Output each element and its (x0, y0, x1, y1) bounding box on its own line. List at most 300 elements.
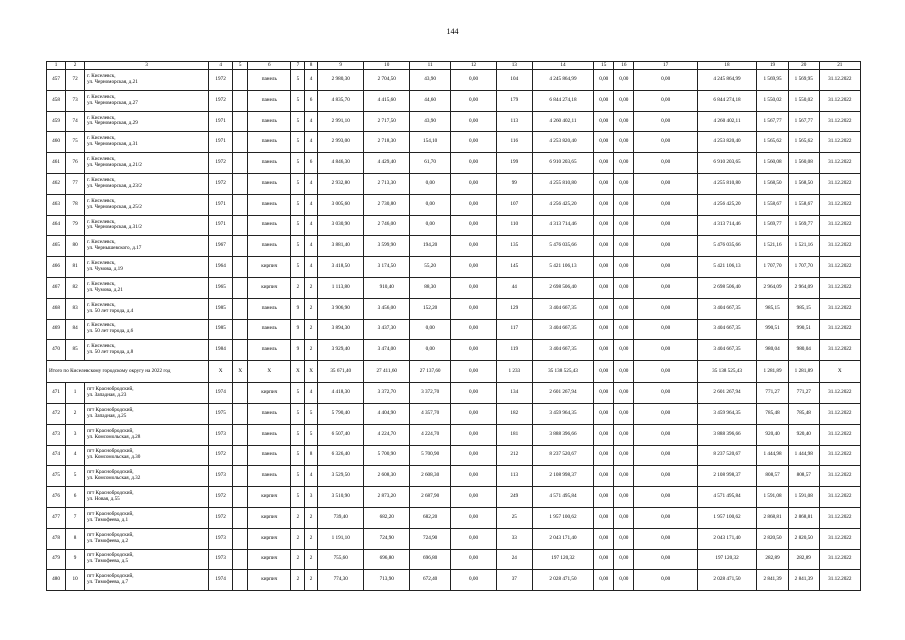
table-row (47, 298, 861, 319)
table-row (47, 570, 861, 591)
total-row (47, 361, 861, 383)
table-cell: 478 (47, 528, 66, 549)
table-cell: 5 476 035,66 (532, 236, 593, 257)
table-cell: 4 253 820,40 (532, 132, 593, 153)
address-cell: пгт Краснобродский, ул. Тимофеева, д.5 (85, 549, 209, 570)
table-cell: 0,00 (614, 507, 634, 528)
table-cell: 119 (496, 340, 532, 361)
table-cell: 4 255 810,80 (532, 173, 593, 194)
table-cell: панель (248, 319, 291, 340)
table-cell: 0,00 (594, 173, 614, 194)
table-cell: 5 (291, 383, 305, 404)
table-cell: 3 529,50 (317, 466, 364, 487)
table-cell: 0,00 (614, 445, 634, 466)
table-cell: 117 (496, 319, 532, 340)
total-cell: 1 281,89 (757, 361, 789, 383)
table-cell: 0,00 (634, 236, 698, 257)
address-cell: г. Киселевск, ул. 50 лет города, д.6 (85, 319, 209, 340)
table-cell: 0,00 (451, 383, 497, 404)
table-cell (233, 298, 248, 319)
table-cell: 2 (305, 570, 318, 591)
table-cell: 1974 (208, 383, 232, 404)
table-row (47, 466, 861, 487)
table-cell: 5 476 035,66 (697, 236, 756, 257)
table-cell: 4 255 810,80 (697, 173, 756, 194)
table-cell: 1967 (208, 236, 232, 257)
table-body (47, 70, 861, 591)
table-cell: 980,04 (757, 340, 789, 361)
table-row (47, 445, 861, 466)
table-cell: 55,20 (410, 257, 451, 278)
table-cell: 4 415,60 (364, 90, 410, 111)
address-cell: пгт Краснобродский, ул. Тимофеева, д.2 (85, 528, 209, 549)
table-cell: 461 (47, 153, 66, 174)
table-cell: 0,00 (594, 403, 614, 424)
table-cell: 2 028 471,50 (697, 570, 756, 591)
table-cell: 0,00 (594, 132, 614, 153)
table-cell: 6 910 203,65 (532, 153, 593, 174)
table-cell: 4 846,30 (317, 153, 364, 174)
table-cell: 6 (305, 153, 318, 174)
address-cell: пгт Краснобродский, ул. Тимофеева, д.7 (85, 570, 209, 591)
table-cell: 4 256 425,20 (532, 194, 593, 215)
table-cell: 197 120,32 (697, 549, 756, 570)
table-cell: 0,00 (614, 153, 634, 174)
table-cell: 5 421 106,13 (532, 257, 593, 278)
table-cell: 0,00 (451, 215, 497, 236)
table-cell: 2 601 267,94 (697, 383, 756, 404)
table-row (47, 70, 861, 91)
table-cell: 0,00 (451, 173, 497, 194)
table-cell: 0,00 (614, 298, 634, 319)
table-cell: 1 444,98 (757, 445, 789, 466)
table-cell: 1 591,08 (757, 487, 789, 508)
table-cell: 3 404 667,35 (697, 319, 756, 340)
table-cell: 1 591,08 (788, 487, 819, 508)
table-cell: 0,00 (614, 70, 634, 91)
total-cell: Х (305, 361, 318, 383)
column-number: 16 (614, 62, 634, 70)
table-cell: 0,00 (634, 549, 698, 570)
table-cell: 4 313 714,46 (697, 215, 756, 236)
table-cell: 0,00 (634, 487, 698, 508)
table-cell (233, 403, 248, 424)
table-cell: 5 (291, 111, 305, 132)
table-cell: 1 558,67 (788, 194, 819, 215)
table-cell: 0,00 (451, 153, 497, 174)
table-cell: 0,00 (594, 340, 614, 361)
table-cell: 4 245 864,99 (697, 70, 756, 91)
table-cell: 1 521,16 (757, 236, 789, 257)
table-cell (233, 215, 248, 236)
table-cell: 1974 (208, 570, 232, 591)
table-cell: 6 326,40 (317, 445, 364, 466)
table-cell: 3 030,90 (317, 215, 364, 236)
table-cell: 3 459 964,35 (697, 403, 756, 424)
table-cell: 1972 (208, 445, 232, 466)
table-cell: 2 601 267,94 (532, 383, 593, 404)
table-cell: 3 510,90 (317, 487, 364, 508)
table-cell: 3 404 667,35 (697, 340, 756, 361)
table-cell: 0,00 (614, 257, 634, 278)
table-cell: 7 (66, 507, 85, 528)
table-cell: 5 (291, 424, 305, 445)
table-cell: 0,00 (614, 383, 634, 404)
table-cell (233, 445, 248, 466)
table-cell: 0,00 (634, 445, 698, 466)
total-cell: 35 138 525,43 (532, 361, 593, 383)
column-number: 1 (47, 62, 66, 70)
total-cell: 0,00 (594, 361, 614, 383)
table-cell: 1 957 100,62 (532, 507, 593, 528)
table-cell: 0,00 (451, 132, 497, 153)
table-cell: 9 (291, 319, 305, 340)
table-cell: 4 224,70 (410, 424, 451, 445)
table-cell: 1 567,77 (788, 111, 819, 132)
total-cell: Х (291, 361, 305, 383)
address-cell: г. Киселевск, ул. Черноморская, д.27 (85, 90, 209, 111)
table-cell: 4 571 495,84 (532, 487, 593, 508)
table-cell: 2 043 171,40 (697, 528, 756, 549)
table-cell: 129 (496, 298, 532, 319)
table-cell: 6 507,40 (317, 424, 364, 445)
table-cell: 8 (305, 445, 318, 466)
table-cell: 1 568,50 (757, 173, 789, 194)
table-cell: 2 608,30 (364, 466, 410, 487)
address-cell: пгт Краснобродский, ул. Комсомольская, д.30 (85, 445, 209, 466)
table-cell: 249 (496, 487, 532, 508)
column-number: 9 (317, 62, 364, 70)
table-cell: 0,00 (634, 132, 698, 153)
table-cell: 0,00 (594, 298, 614, 319)
table-cell: 9 (66, 549, 85, 570)
table-cell: 0,00 (614, 466, 634, 487)
table-cell: 1 (66, 383, 85, 404)
table-cell: 6 (66, 487, 85, 508)
table-cell (233, 549, 248, 570)
table-cell: 0,00 (634, 403, 698, 424)
address-cell: пгт Краснобродский, ул. Западная, д.23 (85, 383, 209, 404)
table-cell: кирпич (248, 549, 291, 570)
table-cell: 31.12.2022 (819, 570, 860, 591)
table-row (47, 549, 861, 570)
table-cell: 1972 (208, 487, 232, 508)
table-cell: кирпич (248, 383, 291, 404)
table-cell: 1 560,08 (757, 153, 789, 174)
table-cell: 31.12.2022 (819, 340, 860, 361)
table-cell: 1985 (208, 319, 232, 340)
table-row (47, 403, 861, 424)
table-cell: 31.12.2022 (819, 549, 860, 570)
total-cell: 0,00 (614, 361, 634, 383)
column-number: 8 (305, 62, 318, 70)
table-cell: 0,00 (451, 549, 497, 570)
table-cell: 31.12.2022 (819, 445, 860, 466)
table-cell: 0,00 (451, 111, 497, 132)
table-row (47, 487, 861, 508)
table-cell: 476 (47, 487, 66, 508)
table-cell: 0,00 (594, 111, 614, 132)
table-cell: 0,00 (614, 570, 634, 591)
table-cell: 1975 (208, 403, 232, 424)
table-cell: 2 028 471,50 (532, 570, 593, 591)
table-cell: 0,00 (634, 173, 698, 194)
table-cell: 0,00 (410, 173, 451, 194)
table-cell: 0,00 (614, 173, 634, 194)
table-cell: 1971 (208, 132, 232, 153)
table-cell: 724,90 (364, 528, 410, 549)
table-cell (233, 236, 248, 257)
table-cell: 5 (305, 424, 318, 445)
table-cell: 3 599,90 (364, 236, 410, 257)
table-cell: 82 (66, 277, 85, 298)
table-cell: панель (248, 298, 291, 319)
table-cell: 0,00 (451, 70, 497, 91)
table-cell: 31.12.2022 (819, 507, 860, 528)
table-cell: 6 844 274,18 (697, 90, 756, 111)
address-cell: г. Киселевск, ул. Чернышевского, д.17 (85, 236, 209, 257)
table-cell: панель (248, 111, 291, 132)
table-cell: 0,00 (614, 215, 634, 236)
table-cell: 0,00 (451, 236, 497, 257)
address-cell: г. Киселевск, ул. 50 лет города, д.8 (85, 340, 209, 361)
table-cell: 5 (291, 236, 305, 257)
table-cell: 5 (291, 173, 305, 194)
table-cell: 0,00 (410, 194, 451, 215)
table-cell: 31.12.2022 (819, 319, 860, 340)
total-cell: 1 233 (496, 361, 532, 383)
table-row (47, 111, 861, 132)
table-cell: 31.12.2022 (819, 90, 860, 111)
table-cell: 0,00 (634, 298, 698, 319)
table-cell: 0,00 (634, 507, 698, 528)
table-row (47, 507, 861, 528)
table-cell: панель (248, 445, 291, 466)
table-cell: 2 873,20 (364, 487, 410, 508)
table-cell: 5 700,90 (364, 445, 410, 466)
table-cell: 1971 (208, 215, 232, 236)
table-cell: 5 (291, 215, 305, 236)
table-cell: 2 (291, 528, 305, 549)
table-cell: 282,89 (788, 549, 819, 570)
table-cell: панель (248, 90, 291, 111)
table-cell: 1 568,50 (788, 173, 819, 194)
table-cell: 31.12.2022 (819, 236, 860, 257)
table-cell: 0,00 (614, 236, 634, 257)
total-cell: 0,00 (634, 361, 698, 383)
table-cell: 0,00 (614, 277, 634, 298)
table-cell: панель (248, 153, 291, 174)
table-cell: 0,00 (594, 194, 614, 215)
column-number: 11 (410, 62, 451, 70)
table-cell: 0,00 (614, 90, 634, 111)
table-cell: 0,00 (594, 528, 614, 549)
total-cell: 0,00 (451, 361, 497, 383)
table-cell: панель (248, 403, 291, 424)
table-cell (233, 173, 248, 194)
table-cell (233, 340, 248, 361)
table-cell: 4 (305, 111, 318, 132)
table-cell: 4 (305, 236, 318, 257)
table-cell: 985,15 (788, 298, 819, 319)
table-cell: 107 (496, 194, 532, 215)
table-cell: 8 (66, 528, 85, 549)
table-cell: 2 (291, 277, 305, 298)
column-number: 10 (364, 62, 410, 70)
table-cell: 212 (496, 445, 532, 466)
table-cell: 0,00 (614, 424, 634, 445)
table-cell: 1971 (208, 194, 232, 215)
table-cell: кирпич (248, 277, 291, 298)
table-cell: 4 (305, 70, 318, 91)
table-cell: 154,10 (410, 132, 451, 153)
table-cell: 3 418,50 (317, 257, 364, 278)
table-cell: 44 (496, 277, 532, 298)
table-cell: 4 418,30 (317, 383, 364, 404)
table-cell: 0,00 (594, 236, 614, 257)
table-cell: 9 (291, 340, 305, 361)
page-number: 144 (446, 27, 459, 36)
table-cell: 0,00 (634, 70, 698, 91)
table-cell: 3 372,70 (364, 383, 410, 404)
table-cell: 0,00 (614, 403, 634, 424)
table-cell: 808,57 (788, 466, 819, 487)
table-cell: 462 (47, 173, 66, 194)
column-number: 14 (532, 62, 593, 70)
table-cell: 31.12.2022 (819, 277, 860, 298)
column-number: 17 (634, 62, 698, 70)
table-cell: 0,00 (594, 445, 614, 466)
table-cell: 84 (66, 319, 85, 340)
table-cell: 774,30 (317, 570, 364, 591)
table-cell: 0,00 (614, 528, 634, 549)
table-cell: 5 (291, 132, 305, 153)
table-row (47, 257, 861, 278)
table-cell: 0,00 (634, 153, 698, 174)
housing-register-table (46, 61, 861, 591)
table-cell: 3 459 964,35 (532, 403, 593, 424)
table-cell: 2 868,81 (757, 507, 789, 528)
table-cell: 5 (291, 403, 305, 424)
table-cell: 2 (305, 319, 318, 340)
table-cell: 6 910 203,65 (697, 153, 756, 174)
table-row (47, 383, 861, 404)
table-cell: 2 993,00 (317, 132, 364, 153)
table-cell: 31.12.2022 (819, 215, 860, 236)
table-cell: 74 (66, 111, 85, 132)
table-cell: 73 (66, 90, 85, 111)
table-cell: 182 (496, 403, 532, 424)
column-number-row (47, 62, 861, 70)
table-cell: 980,04 (788, 340, 819, 361)
table-cell: 4 260 402,11 (697, 111, 756, 132)
table-cell (233, 153, 248, 174)
table-cell: 31.12.2022 (819, 403, 860, 424)
column-number: 18 (697, 62, 756, 70)
table-cell: 0,00 (594, 507, 614, 528)
table-cell: 2 687,90 (410, 487, 451, 508)
table-cell: 2 (66, 403, 85, 424)
table-cell: 0,00 (594, 487, 614, 508)
address-cell: пгт Краснобродский, ул. Комсомольская, д.32 (85, 466, 209, 487)
table-cell: 31.12.2022 (819, 153, 860, 174)
table-cell: 465 (47, 236, 66, 257)
table-cell: 469 (47, 319, 66, 340)
table-cell: 1973 (208, 424, 232, 445)
table-cell: 1965 (208, 277, 232, 298)
table-cell: 2 841,39 (757, 570, 789, 591)
column-number: 15 (594, 62, 614, 70)
table-cell: 0,00 (614, 340, 634, 361)
table-cell: 3 404 667,35 (532, 298, 593, 319)
table-cell: 682,20 (410, 507, 451, 528)
table-cell: 0,00 (634, 340, 698, 361)
table-cell: 2 (305, 528, 318, 549)
table-cell: 5 (291, 466, 305, 487)
table-cell: 5 700,90 (410, 445, 451, 466)
table-cell: 3 881,40 (317, 236, 364, 257)
table-cell: 0,00 (594, 570, 614, 591)
table-cell (233, 257, 248, 278)
table-cell: 1 567,77 (757, 111, 789, 132)
table-cell: 0,00 (634, 570, 698, 591)
table-cell: 80 (66, 236, 85, 257)
table-cell: 31.12.2022 (819, 528, 860, 549)
table-cell: 78 (66, 194, 85, 215)
table-cell: 990,51 (788, 319, 819, 340)
table-cell: 0,00 (451, 319, 497, 340)
table-cell: 2 (305, 277, 318, 298)
total-cell: 1 281,89 (788, 361, 819, 383)
table-row (47, 528, 861, 549)
table-cell: 472 (47, 403, 66, 424)
table-cell: 4 (305, 383, 318, 404)
column-number: 2 (66, 62, 85, 70)
table-cell: 1 707,70 (788, 257, 819, 278)
table-cell: 4 (305, 466, 318, 487)
table-cell (233, 277, 248, 298)
table-cell: 696,80 (410, 549, 451, 570)
total-cell: Х (248, 361, 291, 383)
table-cell (233, 70, 248, 91)
address-cell: г. Киселевск, ул. Черноморская, д.31/2 (85, 215, 209, 236)
table-cell: 1 113,80 (317, 277, 364, 298)
table-cell: 3 (305, 487, 318, 508)
table-cell: 471 (47, 383, 66, 404)
table-cell: 2 (305, 549, 318, 570)
table-cell: 8 237 520,67 (532, 445, 593, 466)
table-cell: 0,00 (451, 298, 497, 319)
table-cell: 31.12.2022 (819, 70, 860, 91)
table-cell: 2 746,00 (364, 215, 410, 236)
table-cell: 0,00 (594, 153, 614, 174)
table-cell: 5 (291, 90, 305, 111)
table-cell: 152,20 (410, 298, 451, 319)
table-cell: 43,90 (410, 111, 451, 132)
table-cell: 2 608,30 (410, 466, 451, 487)
table-cell: 0,00 (451, 277, 497, 298)
address-cell: г. Киселевск, ул. Чумова, д.21 (85, 277, 209, 298)
column-number: 7 (291, 62, 305, 70)
table-cell: 1972 (208, 90, 232, 111)
address-cell: г. Киселевск, ул. 50 лет города, д.4 (85, 298, 209, 319)
table-cell: 0,00 (451, 257, 497, 278)
table-cell: 81 (66, 257, 85, 278)
table-cell: 3 888 396,66 (532, 424, 593, 445)
table-cell: 785,48 (788, 403, 819, 424)
table-cell: 3 894,30 (317, 319, 364, 340)
table-row (47, 215, 861, 236)
